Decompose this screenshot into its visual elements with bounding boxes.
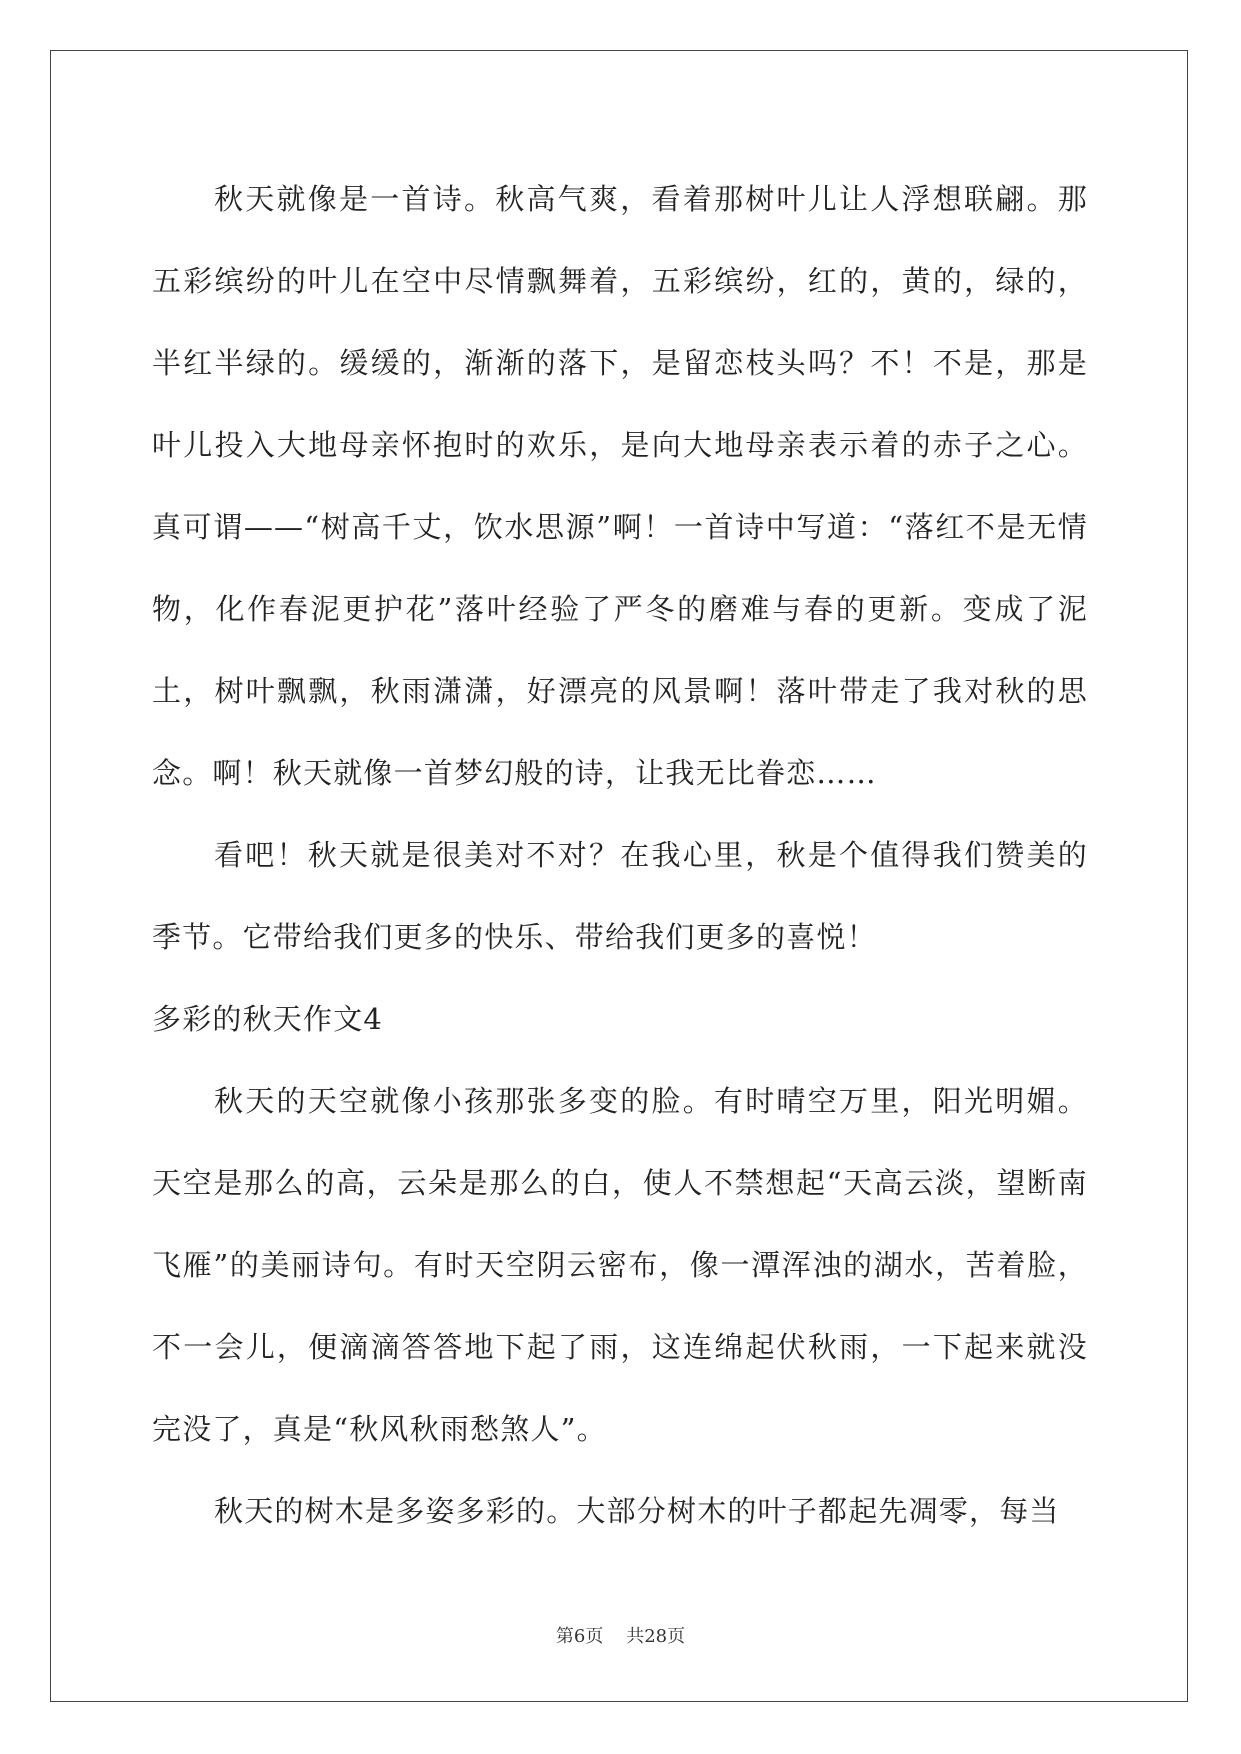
paragraph-autumn-praise: 看吧！秋天就是很美对不对？在我心里，秋是个值得我们赞美的季节。它带给我们更多的快乐、带给我们更多的喜悦！ bbox=[152, 838, 1088, 954]
paragraph-autumn-trees: 秋天的树木是多姿多彩的。大部分树木的叶子都起先凋零，每当 bbox=[214, 1494, 1060, 1528]
page-number: 第6页 bbox=[555, 1626, 604, 1647]
document-body bbox=[152, 158, 1088, 1552]
section-heading: 多彩的秋天作文4 bbox=[152, 1002, 384, 1036]
page-footer bbox=[0, 1622, 1241, 1648]
paragraph-autumn-poem: 秋天就像是一首诗。秋高气爽，看着那树叶儿让人浮想联翩。那五彩缤纷的叶儿在空中尽情飘舞着，五彩缤纷，红的，黄的，绿的，半红半绿的。缓缓的，渐渐的落下，是留恋枝头吗？不！不是，那是叶儿投入大地母亲怀抱时的欢乐，是向大地母亲表示着的赤子之心。真可谓——“树高千丈，饮水思源”啊！一首诗中写道：“落红不是无情物，化作春泥更护花”落叶经验了严冬的磨难与春的更新。变成了泥土，树叶飘飘，秋雨潇潇，好漂亮的风景啊！落叶带走了我对秋的思念。啊！秋天就像一首梦幻般的诗，让我无比眷恋…… bbox=[152, 182, 1088, 790]
paragraph-autumn-sky: 秋天的天空就像小孩那张多变的脸。有时晴空万里，阳光明媚。天空是那么的高，云朵是那么的白，使人不禁想起“天高云淡，望断南飞雁”的美丽诗句。有时天空阴云密布，像一潭浑浊的湖水，苦着脸，不一会儿，便滴滴答答地下起了雨，这连绵起伏秋雨，一下起来就没完没了，真是“秋风秋雨愁煞人”。 bbox=[152, 1084, 1088, 1446]
page-total: 共28页 bbox=[626, 1626, 686, 1647]
